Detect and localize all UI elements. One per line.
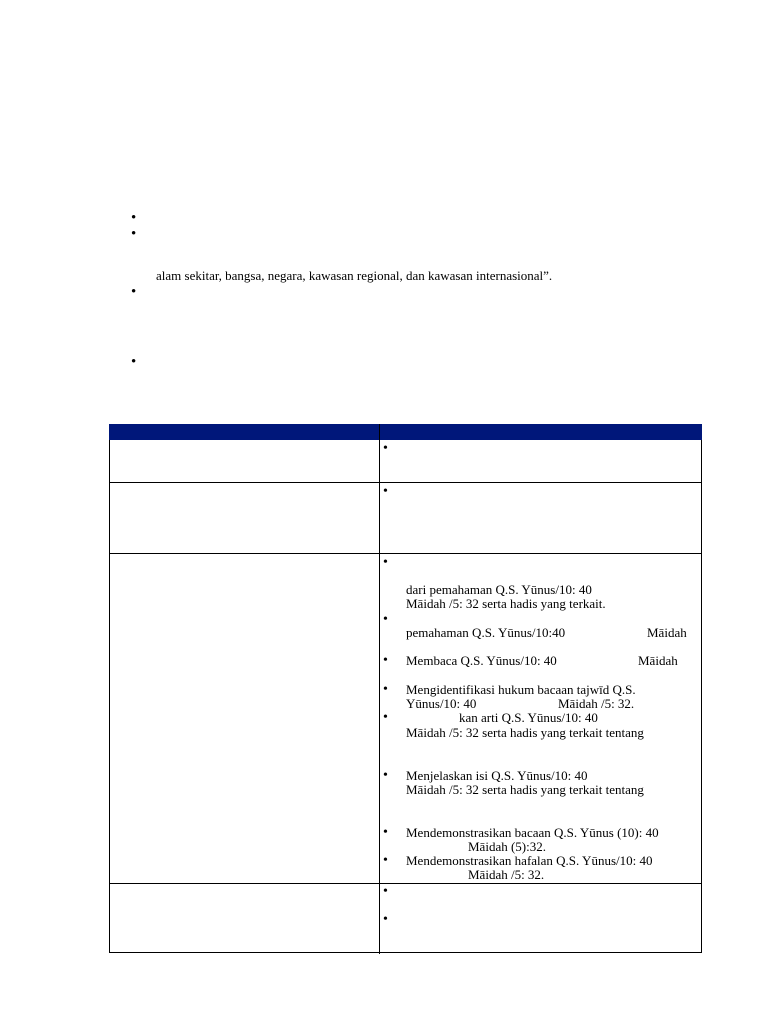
row3-bullet-8: • — [383, 853, 388, 868]
competency-table — [109, 424, 702, 954]
row2-bullet: • — [383, 484, 388, 499]
row3-item5-line2: Māidah /5: 32 serta hadis yang terkait tentang — [406, 725, 644, 740]
row3-item6-line2: Māidah /5: 32 serta hadis yang terkait tentang — [406, 782, 644, 797]
row3-item7-line1: Mendemonstrasikan bacaan Q.S. Yūnus (10): 40 — [406, 825, 659, 840]
intro-bullet-3: • — [131, 284, 137, 300]
row3-bullet-5: • — [383, 710, 388, 725]
table-header-bar — [109, 424, 702, 440]
intro-bullet-2: • — [131, 226, 137, 242]
row3-item3-line1a: Membaca Q.S. Yūnus/10: 40 — [406, 653, 557, 668]
intro-bullet-1: • — [131, 210, 137, 226]
row3-item4-line1: Mengidentifikasi hukum bacaan tajwīd Q.S. — [406, 682, 636, 697]
row4-bullet-2: • — [383, 912, 388, 927]
row-divider-3 — [109, 883, 702, 884]
row3-bullet-2: • — [383, 612, 388, 627]
row3-item5-line1: kan arti Q.S. Yūnus/10: 40 — [459, 710, 598, 725]
intro-continuation-text: alam sekitar, bangsa, negara, kawasan regional, dan kawasan internasional”. — [156, 268, 553, 283]
row3-bullet-1: • — [383, 555, 388, 570]
row-divider-1 — [109, 482, 702, 483]
row3-item8-line2: Māidah /5: 32. — [468, 867, 545, 882]
row3-item4-line2a: Yūnus/10: 40 — [406, 696, 477, 711]
row3-item7-line2: Māidah (5):32. — [468, 839, 546, 854]
row-divider-2 — [109, 553, 702, 554]
row1-bullet: • — [383, 441, 388, 456]
row3-bullet-3: • — [383, 653, 388, 668]
row3-item1-line1: dari pemahaman Q.S. Yūnus/10: 40 — [406, 582, 592, 597]
row3-bullet-6: • — [383, 768, 388, 783]
row3-bullet-4: • — [383, 682, 388, 697]
row3-item2-line1b: Māidah — [647, 625, 687, 640]
row3-item6-line1: Menjelaskan isi Q.S. Yūnus/10: 40 — [406, 768, 588, 783]
table-column-divider — [379, 424, 380, 954]
row3-item4-line2b: Māidah /5: 32. — [558, 696, 635, 711]
intro-bullet-4: • — [131, 354, 137, 370]
row3-item1-line2: Māidah /5: 32 serta hadis yang terkait. — [406, 596, 606, 611]
row4-bullet-1: • — [383, 884, 388, 899]
row3-item8-line1: Mendemonstrasikan hafalan Q.S. Yūnus/10: 40 — [406, 853, 653, 868]
row3-bullet-7: • — [383, 825, 388, 840]
row3-item3-line1b: Māidah — [638, 653, 678, 668]
row3-item2-line1a: pemahaman Q.S. Yūnus/10:40 — [406, 625, 566, 640]
